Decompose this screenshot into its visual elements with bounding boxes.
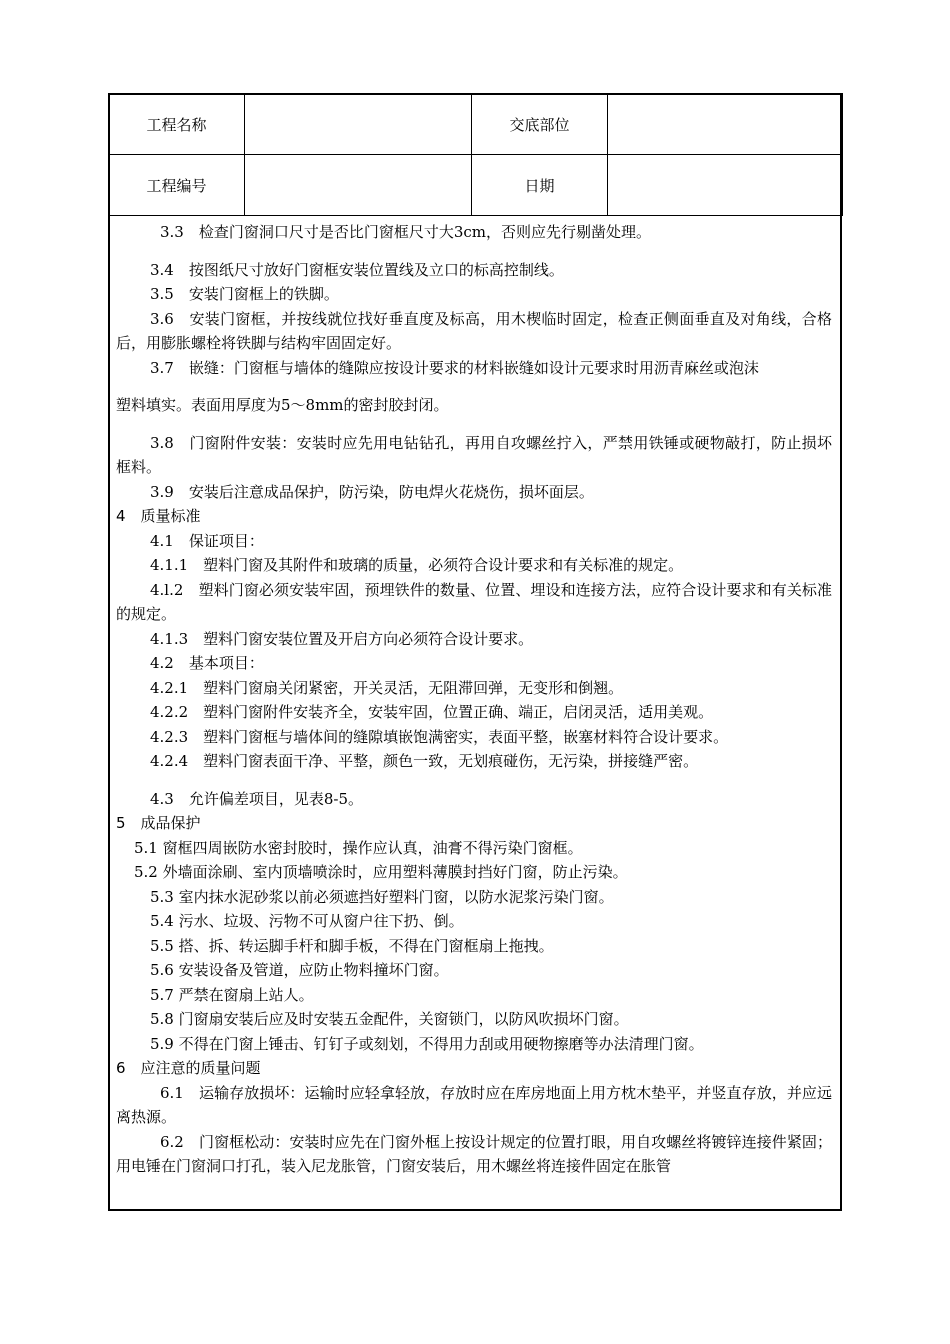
para-5-2: 5.2 外墙面涂刷、室内顶墙喷涂时，应用塑料薄膜封挡好门窗，防止污染。 bbox=[134, 863, 628, 881]
project-no-value bbox=[245, 155, 472, 216]
para-3-4: 3.4 按图纸尺寸放好门窗框安装位置线及立口的标高控制线。 bbox=[150, 260, 564, 279]
section-heading-4: 4 质量标准 bbox=[116, 507, 201, 525]
para-4-1-1: 4.1.1 塑料门窗及其附件和玻璃的质量，必须符合设计要求和有关标准的规定。 bbox=[150, 556, 684, 574]
para-5-8: 5.8 门窗扇安装后应及时安装五金配件，关窗锁门，以防风吹损坏门窗。 bbox=[150, 1010, 629, 1028]
header-table bbox=[108, 93, 843, 216]
para-5-4: 5.4 污水、垃圾、污物不可从窗户往下扔、倒。 bbox=[150, 912, 464, 930]
location-label: 交底部位 bbox=[472, 94, 608, 155]
para-5-1: 5.1 窗框四周嵌防水密封胶时，操作应认真，油膏不得污染门窗框。 bbox=[134, 838, 583, 857]
para-6-2: 6.2 门窗框松动：安装时应先在门窗外框上按设计规定的位置打眼，用自攻螺丝将镀锌连接件紧固；用电锤在门窗洞口打孔，装入尼龙胀管，门窗安装后，用木螺丝将连接件固定在胀管 bbox=[116, 1132, 832, 1175]
para-5-5: 5.5 搭、拆、转运脚手杆和脚手板，不得在门窗框扇上拖拽。 bbox=[150, 936, 554, 955]
para-4-2-1: 4.2.1 塑料门窗扇关闭紧密，开关灵活，无阻滞回弹，无变形和倒翘。 bbox=[150, 678, 624, 697]
date-value bbox=[608, 155, 843, 216]
section-heading-5: 5 成品保护 bbox=[116, 814, 201, 832]
para-3-9: 3.9 安装后注意成品保护，防污染，防电焊火花烧伤，损坏面层。 bbox=[150, 482, 594, 501]
para-3-3: 3.3 检查门窗洞口尺寸是否比门窗框尺寸大3cm，否则应先行剔凿处理。 bbox=[160, 223, 652, 241]
para-6-1: 6.1 运输存放损坏：运输时应轻拿轻放，存放时应在库房地面上用方枕木垫平，并竖直存放，并应远离热源。 bbox=[116, 1083, 832, 1126]
para-4-2-2: 4.2.2 塑料门窗附件安装齐全，安装牢固，位置正确、端正，启闭灵活，适用美观。 bbox=[150, 703, 714, 721]
section-heading-6: 6 应注意的质量问题 bbox=[116, 1059, 261, 1077]
para-3-8: 3.8 门窗附件安装：安装时应先用电钻钻孔，再用自攻螺丝拧入，严禁用铁锤或硬物敲打，防止损坏框料。 bbox=[116, 433, 832, 476]
para-5-3: 5.3 室内抹水泥砂浆以前必须遮挡好塑料门窗，以防水泥浆污染门窗。 bbox=[150, 887, 614, 906]
para-4-1: 4.1 保证项目： bbox=[150, 531, 264, 550]
project-no-label: 工程编号 bbox=[109, 155, 245, 216]
para-4-2: 4.2 基本项目： bbox=[150, 654, 264, 672]
para-5-9: 5.9 不得在门窗上锤击、钉钉子或刻划，不得用力刮或用硬物擦磨等办法清理门窗。 bbox=[150, 1034, 704, 1053]
para-3-7a: 3.7 嵌缝：门窗框与墙体的缝隙应按设计要求的材料嵌缝如设计元要求时用沥青麻丝或泡沫 bbox=[150, 358, 759, 377]
location-value bbox=[608, 94, 843, 155]
para-3-6: 3.6 安装门窗框，并按线就位找好垂直度及标高，用木楔临时固定，检查正侧面垂直及对角线，合格后，用膨胀螺栓将铁脚与结构牢固固定好。 bbox=[116, 309, 832, 352]
date-label: 日期 bbox=[472, 155, 608, 216]
para-4-1-2: 4.l.2 塑料门窗必须安装牢固，预埋铁件的数量、位置、埋设和连接方法，应符合设计要求和有关标准的规定。 bbox=[116, 580, 832, 623]
para-3-5: 3.5 安装门窗框上的铁脚。 bbox=[150, 285, 339, 303]
para-4-2-3: 4.2.3 塑料门窗框与墙体间的缝隙填嵌饱满密实，表面平整，嵌塞材料符合设计要求。 bbox=[150, 727, 729, 746]
project-name-value bbox=[245, 94, 472, 155]
header-row-2 bbox=[109, 155, 843, 216]
para-4-3: 4.3 允许偏差项目，见表8-5。 bbox=[150, 789, 364, 808]
para-5-7: 5.7 严禁在窗扇上站人。 bbox=[150, 985, 314, 1004]
para-4-2-4: 4.2.4 塑料门窗表面干净、平整，颜色一致，无划痕碰伤，无污染，拼接缝严密。 bbox=[150, 752, 699, 770]
project-name-label: 工程名称 bbox=[109, 94, 245, 155]
para-4-1-3: 4.1.3 塑料门窗安装位置及开启方向必须符合设计要求。 bbox=[150, 629, 534, 648]
header-row-1 bbox=[109, 94, 843, 155]
para-5-6: 5.6 安装设备及管道，应防止物料撞坏门窗。 bbox=[150, 961, 449, 979]
para-3-7b: 塑料填实。表面用厚度为5～8mm的密封胶封闭。 bbox=[116, 396, 449, 414]
document-body bbox=[116, 220, 832, 1179]
